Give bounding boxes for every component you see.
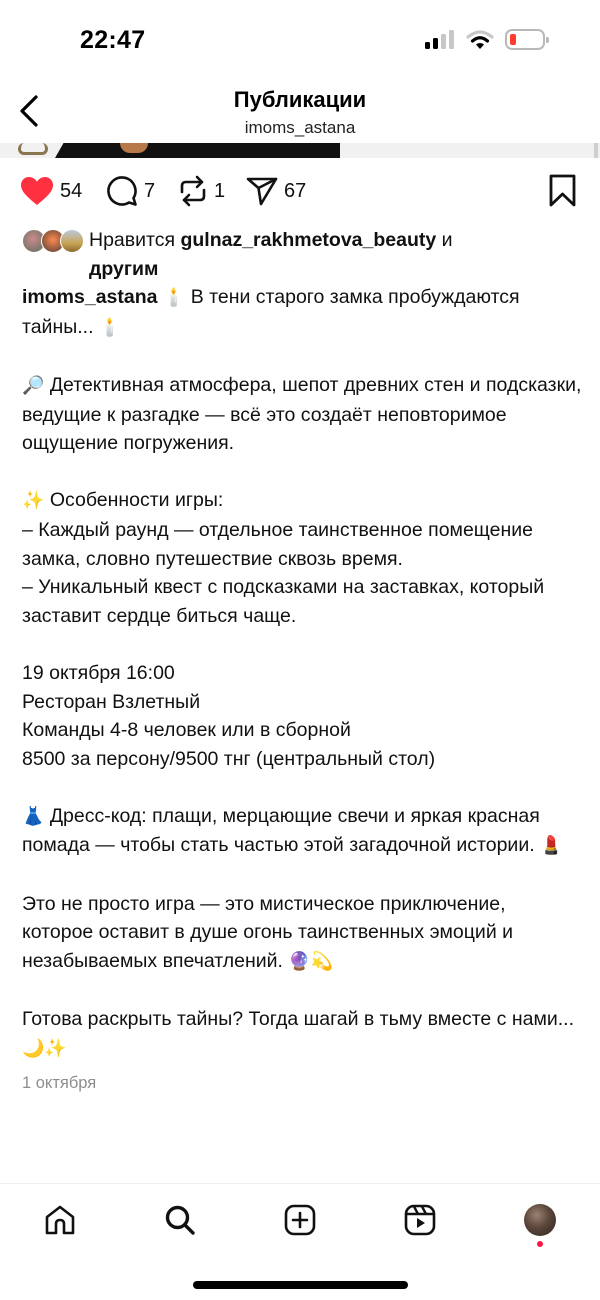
liker-username[interactable]: gulnaz_rakhmetova_beauty	[180, 229, 437, 251]
event-teams: Команды 4-8 человек или в сборной	[22, 719, 351, 742]
battery-icon	[505, 29, 545, 50]
page-header	[0, 80, 600, 142]
candle-emoji: 🕯️	[98, 316, 122, 338]
send-icon	[246, 175, 278, 207]
like-count: 54	[60, 179, 83, 202]
feature-item: – Уникальный квест с подсказками на заставках, который заставит сердце биться чаще.	[22, 576, 545, 627]
home-indicator[interactable]	[193, 1281, 408, 1289]
avatar	[60, 229, 84, 253]
search-icon	[164, 1204, 196, 1236]
repost-icon	[178, 174, 208, 208]
nav-create[interactable]	[280, 1200, 320, 1240]
profile-avatar	[524, 1204, 556, 1236]
caption-dress-code: 👗 Дресс-код: плащи, мерцающие свечи и яркая красная помада — чтобы стать частью этой загадочной истории. 💄	[22, 804, 563, 857]
bookmark-icon	[548, 174, 578, 208]
page-subtitle-username[interactable]: imoms_astana	[244, 118, 356, 137]
status-time: 22:47	[80, 26, 146, 54]
event-place: Ресторан Взлетный	[22, 690, 201, 713]
share-count: 67	[284, 179, 307, 202]
caption-closing-1: Это не просто игра — это мистическое приключение, которое оставит в душе огонь таинственных эмоций и незабываемых впечатлений. 🔮💫	[22, 892, 514, 972]
save-button[interactable]	[548, 174, 578, 208]
crystal-ball-emoji: 🔮💫	[288, 950, 334, 972]
lipstick-emoji: 💄	[540, 835, 563, 857]
feature-item: – Каждый раунд — отдельное таинственное помещение замка, словно путешествие сквозь время.	[22, 518, 533, 570]
comment-button[interactable]	[106, 168, 155, 214]
post-actions	[0, 168, 600, 214]
reels-icon	[404, 1204, 436, 1236]
comment-count: 7	[144, 179, 156, 202]
caption-features	[22, 486, 582, 630]
likes-others-link[interactable]: другим	[89, 257, 159, 280]
candle-emoji: 🕯️	[162, 287, 186, 309]
caption-closing-2: Готова раскрыть тайны? Тогда шагай в тьму вместе с нами... 🌙✨	[22, 1008, 575, 1059]
cellular-signal-icon	[425, 31, 457, 49]
status-bar	[0, 0, 600, 80]
repost-button[interactable]	[178, 168, 225, 214]
dress-emoji: 👗	[22, 805, 45, 827]
nav-home[interactable]	[40, 1200, 80, 1240]
battery-level	[510, 34, 516, 45]
liker-avatars	[22, 229, 88, 253]
nav-search[interactable]	[160, 1200, 200, 1240]
event-date: 19 октября 16:00	[22, 661, 175, 684]
caption-username[interactable]: imoms_astana	[22, 286, 158, 309]
features-title: Особенности игры:	[49, 489, 224, 512]
nav-reels[interactable]	[400, 1200, 440, 1240]
moon-emoji: 🌙✨	[22, 1037, 67, 1059]
like-button[interactable]	[20, 168, 82, 214]
caption-event-details	[22, 659, 582, 773]
likes-conjunction: и	[441, 229, 453, 251]
plus-square-icon	[284, 1204, 316, 1236]
post-date[interactable]: 1 октября	[22, 1074, 97, 1093]
caption-paragraph-1: 🔎 Детективная атмосфера, шепот древних стен и подсказки, ведущие к разгадке — всё это создаёт неповторимое ощущение погружения.	[22, 373, 582, 455]
likes-prefix: Нравится	[89, 229, 176, 251]
nav-profile[interactable]	[520, 1200, 560, 1240]
notification-dot	[537, 1241, 543, 1247]
event-price: 8500 за персону/9500 тнг (центральный стол)	[22, 747, 436, 770]
wifi-icon	[466, 29, 494, 51]
likes-summary[interactable]	[22, 226, 582, 283]
page-title: Публикации	[233, 87, 367, 112]
home-icon	[44, 1204, 76, 1236]
caption-intro	[22, 283, 582, 342]
comment-icon	[106, 175, 138, 207]
heart-filled-icon	[20, 176, 54, 206]
repost-count: 1	[214, 179, 226, 202]
post-caption-area	[22, 226, 582, 1098]
sparkles-emoji: ✨	[22, 490, 45, 512]
share-button[interactable]	[246, 168, 306, 214]
caption-intro-text: В тени старого замка пробуждаются тайны...	[22, 286, 520, 338]
post-image[interactable]	[0, 143, 600, 158]
magnifier-emoji: 🔎	[22, 374, 45, 396]
